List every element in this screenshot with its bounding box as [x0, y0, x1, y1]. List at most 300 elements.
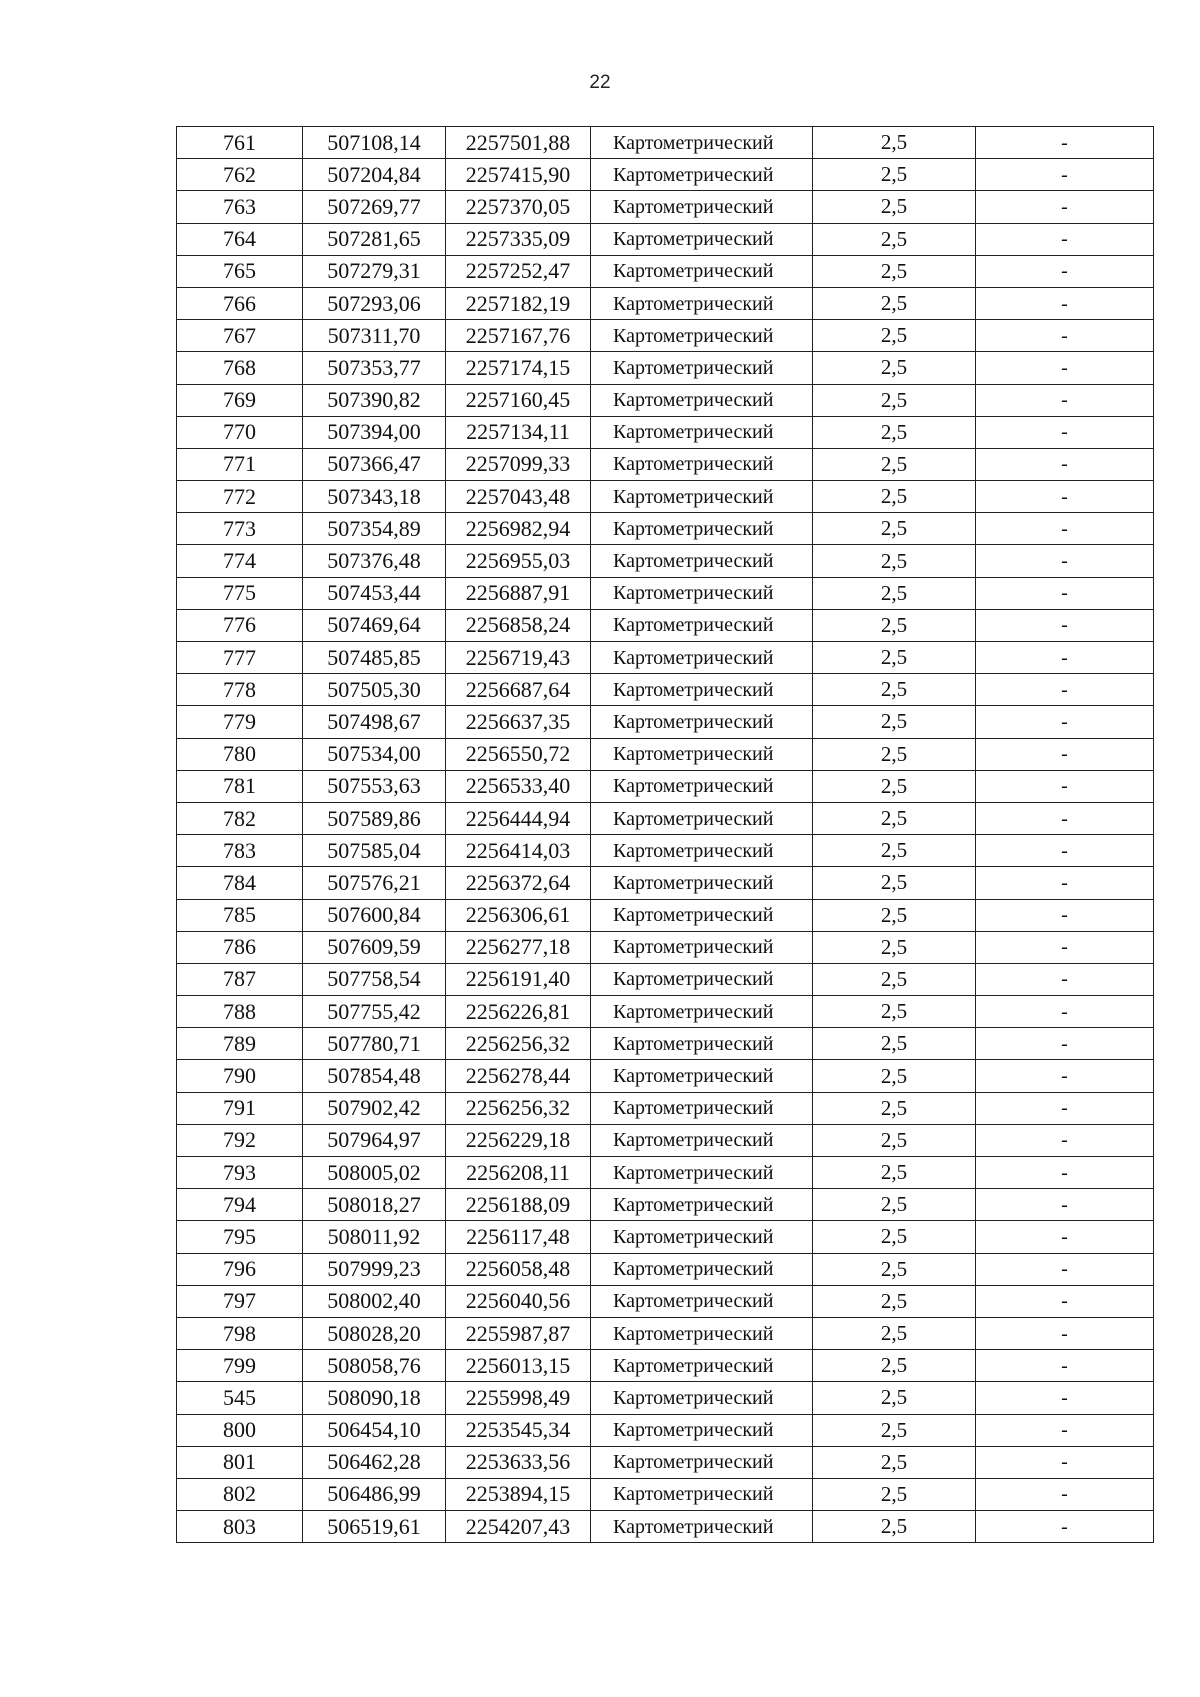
note-cell: -	[976, 1317, 1154, 1349]
point-number-cell: 545	[177, 1382, 303, 1414]
table-row	[177, 770, 1154, 802]
x-coordinate-cell: 507269,77	[303, 191, 446, 223]
point-number-cell: 775	[177, 577, 303, 609]
method-cell: Картометрический	[591, 802, 813, 834]
x-coordinate-cell: 507576,21	[303, 867, 446, 899]
x-coordinate-cell: 508090,18	[303, 1382, 446, 1414]
coordinates-table-body	[177, 127, 1154, 1543]
x-coordinate-cell: 507553,63	[303, 770, 446, 802]
point-number-cell: 778	[177, 674, 303, 706]
accuracy-cell: 2,5	[813, 577, 976, 609]
note-cell: -	[976, 609, 1154, 641]
point-number-cell: 781	[177, 770, 303, 802]
table-row	[177, 674, 1154, 706]
point-number-cell: 779	[177, 706, 303, 738]
method-cell: Картометрический	[591, 545, 813, 577]
accuracy-cell: 2,5	[813, 1511, 976, 1543]
accuracy-cell: 2,5	[813, 287, 976, 319]
table-row	[177, 255, 1154, 287]
y-coordinate-cell: 2256306,61	[446, 899, 591, 931]
accuracy-cell: 2,5	[813, 1253, 976, 1285]
x-coordinate-cell: 507366,47	[303, 448, 446, 480]
table-row	[177, 1092, 1154, 1124]
point-number-cell: 774	[177, 545, 303, 577]
point-number-cell: 762	[177, 159, 303, 191]
point-number-cell: 765	[177, 255, 303, 287]
note-cell: -	[976, 642, 1154, 674]
y-coordinate-cell: 2257134,11	[446, 416, 591, 448]
note-cell: -	[976, 481, 1154, 513]
note-cell: -	[976, 1511, 1154, 1543]
table-row	[177, 802, 1154, 834]
note-cell: -	[976, 448, 1154, 480]
accuracy-cell: 2,5	[813, 320, 976, 352]
point-number-cell: 776	[177, 609, 303, 641]
y-coordinate-cell: 2257370,05	[446, 191, 591, 223]
table-row	[177, 1157, 1154, 1189]
table-row	[177, 1060, 1154, 1092]
accuracy-cell: 2,5	[813, 1414, 976, 1446]
method-cell: Картометрический	[591, 1511, 813, 1543]
x-coordinate-cell: 507281,65	[303, 223, 446, 255]
y-coordinate-cell: 2256117,48	[446, 1221, 591, 1253]
table-row	[177, 1414, 1154, 1446]
method-cell: Картометрический	[591, 1060, 813, 1092]
point-number-cell: 790	[177, 1060, 303, 1092]
y-coordinate-cell: 2255987,87	[446, 1317, 591, 1349]
x-coordinate-cell: 507485,85	[303, 642, 446, 674]
accuracy-cell: 2,5	[813, 127, 976, 159]
x-coordinate-cell: 507755,42	[303, 996, 446, 1028]
point-number-cell: 777	[177, 642, 303, 674]
accuracy-cell: 2,5	[813, 384, 976, 416]
table-row	[177, 706, 1154, 738]
accuracy-cell: 2,5	[813, 867, 976, 899]
x-coordinate-cell: 508028,20	[303, 1317, 446, 1349]
table-row	[177, 481, 1154, 513]
note-cell: -	[976, 1253, 1154, 1285]
x-coordinate-cell: 507999,23	[303, 1253, 446, 1285]
x-coordinate-cell: 507293,06	[303, 287, 446, 319]
note-cell: -	[976, 287, 1154, 319]
x-coordinate-cell: 507534,00	[303, 738, 446, 770]
y-coordinate-cell: 2257501,88	[446, 127, 591, 159]
point-number-cell: 782	[177, 802, 303, 834]
accuracy-cell: 2,5	[813, 191, 976, 223]
y-coordinate-cell: 2256887,91	[446, 577, 591, 609]
x-coordinate-cell: 507505,30	[303, 674, 446, 706]
method-cell: Картометрический	[591, 287, 813, 319]
accuracy-cell: 2,5	[813, 609, 976, 641]
y-coordinate-cell: 2253633,56	[446, 1446, 591, 1478]
table-row	[177, 352, 1154, 384]
method-cell: Картометрический	[591, 1221, 813, 1253]
x-coordinate-cell: 507311,70	[303, 320, 446, 352]
table-row	[177, 127, 1154, 159]
accuracy-cell: 2,5	[813, 1060, 976, 1092]
x-coordinate-cell: 508018,27	[303, 1189, 446, 1221]
note-cell: -	[976, 577, 1154, 609]
x-coordinate-cell: 507354,89	[303, 513, 446, 545]
note-cell: -	[976, 674, 1154, 706]
note-cell: -	[976, 1350, 1154, 1382]
note-cell: -	[976, 384, 1154, 416]
note-cell: -	[976, 416, 1154, 448]
accuracy-cell: 2,5	[813, 1124, 976, 1156]
method-cell: Картометрический	[591, 1253, 813, 1285]
table-row	[177, 287, 1154, 319]
table-row	[177, 577, 1154, 609]
point-number-cell: 802	[177, 1478, 303, 1510]
accuracy-cell: 2,5	[813, 481, 976, 513]
accuracy-cell: 2,5	[813, 1478, 976, 1510]
point-number-cell: 770	[177, 416, 303, 448]
table-row	[177, 1124, 1154, 1156]
x-coordinate-cell: 507498,67	[303, 706, 446, 738]
x-coordinate-cell: 507343,18	[303, 481, 446, 513]
table-row	[177, 642, 1154, 674]
y-coordinate-cell: 2256278,44	[446, 1060, 591, 1092]
note-cell: -	[976, 352, 1154, 384]
table-row	[177, 416, 1154, 448]
y-coordinate-cell: 2253545,34	[446, 1414, 591, 1446]
method-cell: Картометрический	[591, 1478, 813, 1510]
y-coordinate-cell: 2256982,94	[446, 513, 591, 545]
accuracy-cell: 2,5	[813, 1317, 976, 1349]
method-cell: Картометрический	[591, 1157, 813, 1189]
point-number-cell: 798	[177, 1317, 303, 1349]
note-cell: -	[976, 1028, 1154, 1060]
point-number-cell: 803	[177, 1511, 303, 1543]
method-cell: Картометрический	[591, 223, 813, 255]
accuracy-cell: 2,5	[813, 738, 976, 770]
x-coordinate-cell: 507469,64	[303, 609, 446, 641]
method-cell: Картометрический	[591, 320, 813, 352]
coordinates-table	[176, 126, 1154, 1543]
point-number-cell: 797	[177, 1285, 303, 1317]
method-cell: Картометрический	[591, 448, 813, 480]
point-number-cell: 761	[177, 127, 303, 159]
accuracy-cell: 2,5	[813, 513, 976, 545]
table-row	[177, 1285, 1154, 1317]
note-cell: -	[976, 545, 1154, 577]
x-coordinate-cell: 507394,00	[303, 416, 446, 448]
y-coordinate-cell: 2257167,76	[446, 320, 591, 352]
y-coordinate-cell: 2254207,43	[446, 1511, 591, 1543]
x-coordinate-cell: 507902,42	[303, 1092, 446, 1124]
y-coordinate-cell: 2256256,32	[446, 1028, 591, 1060]
accuracy-cell: 2,5	[813, 159, 976, 191]
method-cell: Картометрический	[591, 127, 813, 159]
y-coordinate-cell: 2256550,72	[446, 738, 591, 770]
method-cell: Картометрический	[591, 191, 813, 223]
point-number-cell: 789	[177, 1028, 303, 1060]
y-coordinate-cell: 2256533,40	[446, 770, 591, 802]
accuracy-cell: 2,5	[813, 1382, 976, 1414]
method-cell: Картометрический	[591, 738, 813, 770]
method-cell: Картометрический	[591, 931, 813, 963]
point-number-cell: 792	[177, 1124, 303, 1156]
table-row	[177, 448, 1154, 480]
method-cell: Картометрический	[591, 513, 813, 545]
table-row	[177, 931, 1154, 963]
accuracy-cell: 2,5	[813, 1092, 976, 1124]
point-number-cell: 780	[177, 738, 303, 770]
x-coordinate-cell: 506519,61	[303, 1511, 446, 1543]
note-cell: -	[976, 127, 1154, 159]
note-cell: -	[976, 1285, 1154, 1317]
y-coordinate-cell: 2256188,09	[446, 1189, 591, 1221]
x-coordinate-cell: 508005,02	[303, 1157, 446, 1189]
note-cell: -	[976, 867, 1154, 899]
method-cell: Картометрический	[591, 674, 813, 706]
note-cell: -	[976, 1124, 1154, 1156]
point-number-cell: 801	[177, 1446, 303, 1478]
x-coordinate-cell: 507390,82	[303, 384, 446, 416]
method-cell: Картометрический	[591, 1350, 813, 1382]
y-coordinate-cell: 2256719,43	[446, 642, 591, 674]
point-number-cell: 787	[177, 963, 303, 995]
table-row	[177, 1446, 1154, 1478]
x-coordinate-cell: 507758,54	[303, 963, 446, 995]
method-cell: Картометрический	[591, 1124, 813, 1156]
table-row	[177, 1221, 1154, 1253]
y-coordinate-cell: 2256277,18	[446, 931, 591, 963]
x-coordinate-cell: 507600,84	[303, 899, 446, 931]
note-cell: -	[976, 1382, 1154, 1414]
method-cell: Картометрический	[591, 835, 813, 867]
method-cell: Картометрический	[591, 1446, 813, 1478]
method-cell: Картометрический	[591, 416, 813, 448]
accuracy-cell: 2,5	[813, 835, 976, 867]
accuracy-cell: 2,5	[813, 416, 976, 448]
x-coordinate-cell: 508058,76	[303, 1350, 446, 1382]
method-cell: Картометрический	[591, 642, 813, 674]
table-row	[177, 1478, 1154, 1510]
note-cell: -	[976, 1414, 1154, 1446]
accuracy-cell: 2,5	[813, 1350, 976, 1382]
method-cell: Картометрический	[591, 577, 813, 609]
x-coordinate-cell: 506454,10	[303, 1414, 446, 1446]
method-cell: Картометрический	[591, 770, 813, 802]
page-number: 22	[589, 72, 611, 93]
note-cell: -	[976, 835, 1154, 867]
y-coordinate-cell: 2256444,94	[446, 802, 591, 834]
x-coordinate-cell: 506462,28	[303, 1446, 446, 1478]
accuracy-cell: 2,5	[813, 674, 976, 706]
y-coordinate-cell: 2257174,15	[446, 352, 591, 384]
accuracy-cell: 2,5	[813, 255, 976, 287]
note-cell: -	[976, 1446, 1154, 1478]
method-cell: Картометрический	[591, 706, 813, 738]
point-number-cell: 784	[177, 867, 303, 899]
table-row	[177, 835, 1154, 867]
x-coordinate-cell: 507376,48	[303, 545, 446, 577]
y-coordinate-cell: 2256372,64	[446, 867, 591, 899]
point-number-cell: 788	[177, 996, 303, 1028]
accuracy-cell: 2,5	[813, 1028, 976, 1060]
note-cell: -	[976, 1157, 1154, 1189]
accuracy-cell: 2,5	[813, 352, 976, 384]
accuracy-cell: 2,5	[813, 545, 976, 577]
y-coordinate-cell: 2256226,81	[446, 996, 591, 1028]
accuracy-cell: 2,5	[813, 996, 976, 1028]
y-coordinate-cell: 2256414,03	[446, 835, 591, 867]
point-number-cell: 772	[177, 481, 303, 513]
note-cell: -	[976, 963, 1154, 995]
x-coordinate-cell: 507585,04	[303, 835, 446, 867]
table-row	[177, 1028, 1154, 1060]
y-coordinate-cell: 2256191,40	[446, 963, 591, 995]
point-number-cell: 766	[177, 287, 303, 319]
y-coordinate-cell: 2256229,18	[446, 1124, 591, 1156]
method-cell: Картометрический	[591, 384, 813, 416]
method-cell: Картометрический	[591, 1092, 813, 1124]
point-number-cell: 785	[177, 899, 303, 931]
method-cell: Картометрический	[591, 1189, 813, 1221]
accuracy-cell: 2,5	[813, 448, 976, 480]
table-row	[177, 384, 1154, 416]
point-number-cell: 800	[177, 1414, 303, 1446]
point-number-cell: 795	[177, 1221, 303, 1253]
y-coordinate-cell: 2256058,48	[446, 1253, 591, 1285]
note-cell: -	[976, 931, 1154, 963]
note-cell: -	[976, 1092, 1154, 1124]
method-cell: Картометрический	[591, 1317, 813, 1349]
accuracy-cell: 2,5	[813, 642, 976, 674]
table-row	[177, 996, 1154, 1028]
x-coordinate-cell: 507108,14	[303, 127, 446, 159]
point-number-cell: 763	[177, 191, 303, 223]
y-coordinate-cell: 2257160,45	[446, 384, 591, 416]
method-cell: Картометрический	[591, 481, 813, 513]
y-coordinate-cell: 2257252,47	[446, 255, 591, 287]
note-cell: -	[976, 996, 1154, 1028]
y-coordinate-cell: 2257182,19	[446, 287, 591, 319]
note-cell: -	[976, 223, 1154, 255]
point-number-cell: 793	[177, 1157, 303, 1189]
note-cell: -	[976, 899, 1154, 931]
y-coordinate-cell: 2257335,09	[446, 223, 591, 255]
note-cell: -	[976, 191, 1154, 223]
point-number-cell: 796	[177, 1253, 303, 1285]
table-row	[177, 1317, 1154, 1349]
accuracy-cell: 2,5	[813, 963, 976, 995]
x-coordinate-cell: 508011,92	[303, 1221, 446, 1253]
y-coordinate-cell: 2256256,32	[446, 1092, 591, 1124]
method-cell: Картометрический	[591, 1382, 813, 1414]
y-coordinate-cell: 2256858,24	[446, 609, 591, 641]
x-coordinate-cell: 507279,31	[303, 255, 446, 287]
point-number-cell: 771	[177, 448, 303, 480]
x-coordinate-cell: 508002,40	[303, 1285, 446, 1317]
table-row	[177, 609, 1154, 641]
note-cell: -	[976, 738, 1154, 770]
accuracy-cell: 2,5	[813, 1189, 976, 1221]
point-number-cell: 764	[177, 223, 303, 255]
method-cell: Картометрический	[591, 867, 813, 899]
table-row	[177, 899, 1154, 931]
accuracy-cell: 2,5	[813, 1446, 976, 1478]
point-number-cell: 791	[177, 1092, 303, 1124]
table-row	[177, 320, 1154, 352]
table-row	[177, 1253, 1154, 1285]
x-coordinate-cell: 506486,99	[303, 1478, 446, 1510]
table-row	[177, 867, 1154, 899]
note-cell: -	[976, 1478, 1154, 1510]
point-number-cell: 773	[177, 513, 303, 545]
table-row	[177, 738, 1154, 770]
table-row	[177, 191, 1154, 223]
point-number-cell: 783	[177, 835, 303, 867]
x-coordinate-cell: 507589,86	[303, 802, 446, 834]
note-cell: -	[976, 1221, 1154, 1253]
x-coordinate-cell: 507204,84	[303, 159, 446, 191]
method-cell: Картометрический	[591, 899, 813, 931]
y-coordinate-cell: 2253894,15	[446, 1478, 591, 1510]
note-cell: -	[976, 1189, 1154, 1221]
method-cell: Картометрический	[591, 255, 813, 287]
y-coordinate-cell: 2256013,15	[446, 1350, 591, 1382]
accuracy-cell: 2,5	[813, 706, 976, 738]
method-cell: Картометрический	[591, 159, 813, 191]
table-row	[177, 1350, 1154, 1382]
accuracy-cell: 2,5	[813, 931, 976, 963]
table-row	[177, 1189, 1154, 1221]
y-coordinate-cell: 2256687,64	[446, 674, 591, 706]
accuracy-cell: 2,5	[813, 802, 976, 834]
table-row	[177, 963, 1154, 995]
point-number-cell: 799	[177, 1350, 303, 1382]
note-cell: -	[976, 706, 1154, 738]
note-cell: -	[976, 513, 1154, 545]
table-row	[177, 159, 1154, 191]
y-coordinate-cell: 2256208,11	[446, 1157, 591, 1189]
x-coordinate-cell: 507964,97	[303, 1124, 446, 1156]
x-coordinate-cell: 507854,48	[303, 1060, 446, 1092]
point-number-cell: 767	[177, 320, 303, 352]
x-coordinate-cell: 507453,44	[303, 577, 446, 609]
note-cell: -	[976, 159, 1154, 191]
method-cell: Картометрический	[591, 352, 813, 384]
note-cell: -	[976, 255, 1154, 287]
point-number-cell: 786	[177, 931, 303, 963]
method-cell: Картометрический	[591, 1285, 813, 1317]
method-cell: Картометрический	[591, 996, 813, 1028]
y-coordinate-cell: 2256637,35	[446, 706, 591, 738]
note-cell: -	[976, 770, 1154, 802]
x-coordinate-cell: 507609,59	[303, 931, 446, 963]
y-coordinate-cell: 2256040,56	[446, 1285, 591, 1317]
accuracy-cell: 2,5	[813, 1221, 976, 1253]
table-row	[177, 223, 1154, 255]
accuracy-cell: 2,5	[813, 1285, 976, 1317]
method-cell: Картометрический	[591, 609, 813, 641]
accuracy-cell: 2,5	[813, 1157, 976, 1189]
table-row	[177, 1382, 1154, 1414]
x-coordinate-cell: 507780,71	[303, 1028, 446, 1060]
y-coordinate-cell: 2257415,90	[446, 159, 591, 191]
note-cell: -	[976, 802, 1154, 834]
accuracy-cell: 2,5	[813, 223, 976, 255]
table-row	[177, 545, 1154, 577]
note-cell: -	[976, 320, 1154, 352]
accuracy-cell: 2,5	[813, 899, 976, 931]
method-cell: Картометрический	[591, 1028, 813, 1060]
point-number-cell: 768	[177, 352, 303, 384]
accuracy-cell: 2,5	[813, 770, 976, 802]
table-row	[177, 513, 1154, 545]
